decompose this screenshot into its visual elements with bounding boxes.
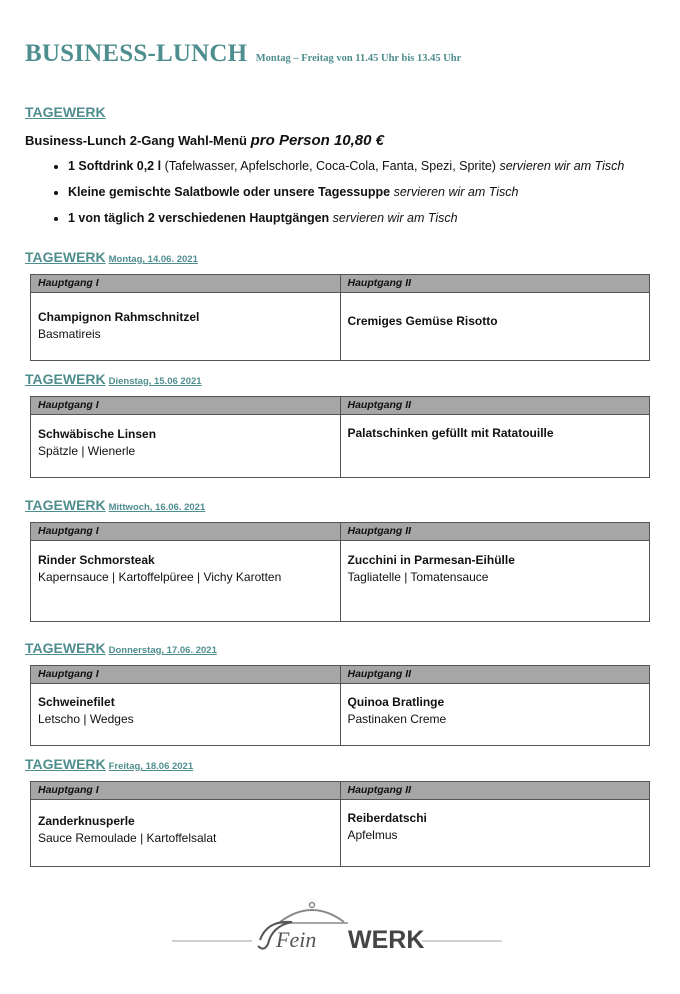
item-bold: 1 von täglich 2 verschiedenen Hauptgängen bbox=[68, 211, 330, 225]
item-note: servieren wir am Tisch bbox=[499, 159, 625, 173]
dish-name: Zanderknusperle bbox=[38, 814, 135, 828]
day-heading-friday bbox=[25, 756, 193, 774]
title-hours: Montag – Freitag von 11.45 Uhr bis 13.45 Uhr bbox=[255, 53, 462, 64]
main-course-1 bbox=[31, 415, 341, 477]
day-date: Donnerstag, 17.06. 2021 bbox=[108, 645, 217, 656]
dish-name: Zucchini in Parmesan-Eihülle bbox=[347, 553, 515, 567]
main-course-1 bbox=[31, 541, 341, 621]
day-date: Mittwoch, 16.06. 2021 bbox=[108, 502, 206, 513]
dish-sides: Sauce Remoulade | Kartoffelsalat bbox=[38, 831, 217, 845]
dish-sides: Apfelmus bbox=[347, 828, 398, 842]
item-note: servieren wir am Tisch bbox=[393, 185, 519, 199]
main-course-2 bbox=[341, 415, 650, 477]
item-bold: 1 Softdrink 0,2 l bbox=[68, 159, 162, 173]
day-heading-tuesday bbox=[25, 371, 202, 389]
day-date: Montag, 14.06. 2021 bbox=[108, 254, 198, 265]
list-item bbox=[68, 176, 680, 202]
dish-name: Palatschinken gefüllt mit Ratatouille bbox=[347, 426, 554, 440]
day-label: TAGEWERK bbox=[25, 756, 106, 772]
menu-table-tuesday bbox=[30, 396, 650, 478]
day-heading-monday bbox=[25, 249, 198, 267]
dish-sides: Basmatireis bbox=[38, 327, 101, 341]
day-label: TAGEWERK bbox=[25, 249, 106, 265]
included-items-list bbox=[48, 150, 680, 228]
logo-script: Fein bbox=[276, 927, 317, 952]
title-text: BUSINESS-LUNCH bbox=[25, 40, 248, 67]
dish-sides: Letscho | Wedges bbox=[38, 712, 134, 726]
feinwerk-logo bbox=[172, 900, 502, 960]
logo-word: WERK bbox=[348, 926, 425, 954]
day-heading-wednesday bbox=[25, 497, 205, 515]
column-header-1: Hauptgang I bbox=[31, 666, 341, 683]
dish-sides: Spätzle | Wienerle bbox=[38, 444, 136, 458]
column-header-2: Hauptgang II bbox=[347, 525, 412, 537]
list-item bbox=[68, 202, 680, 228]
main-course-2 bbox=[341, 541, 650, 621]
main-course-1 bbox=[31, 800, 341, 866]
day-date: Dienstag, 15.06 2021 bbox=[108, 376, 202, 387]
day-label: TAGEWERK bbox=[25, 497, 106, 513]
item-text: (Tafelwasser, Apfelschorle, Coca-Cola, Fanta, Spezi, Sprite) bbox=[161, 159, 500, 173]
menu-table-monday bbox=[30, 274, 650, 361]
column-header-2: Hauptgang II bbox=[347, 784, 412, 796]
column-header-1: Hauptgang I bbox=[31, 397, 341, 414]
column-header-1: Hauptgang I bbox=[31, 523, 341, 540]
day-date: Freitag, 18.06 2021 bbox=[108, 761, 194, 772]
main-course-2 bbox=[341, 293, 650, 360]
section-heading: TAGEWERK bbox=[25, 104, 106, 120]
list-item bbox=[68, 150, 680, 176]
item-note: servieren wir am Tisch bbox=[332, 211, 458, 225]
main-course-2 bbox=[341, 800, 650, 866]
day-heading-thursday bbox=[25, 640, 217, 658]
dish-name: Rinder Schmorsteak bbox=[38, 553, 155, 567]
lunch-offer bbox=[25, 132, 384, 149]
dish-sides: Kapernsauce | Kartoffelpüree | Vichy Karotten bbox=[38, 570, 282, 584]
column-header-2: Hauptgang II bbox=[347, 668, 412, 680]
main-course-1 bbox=[31, 684, 341, 745]
dish-sides: Tagliatelle | Tomatensauce bbox=[347, 570, 489, 584]
main-course-1 bbox=[31, 293, 341, 360]
menu-table-thursday bbox=[30, 665, 650, 746]
column-header-1: Hauptgang I bbox=[31, 782, 341, 799]
dish-name: Schweinefilet bbox=[38, 695, 115, 709]
column-header-2: Hauptgang II bbox=[347, 399, 412, 411]
dish-name: Cremiges Gemüse Risotto bbox=[347, 314, 498, 328]
day-label: TAGEWERK bbox=[25, 371, 106, 387]
dish-name: Schwäbische Linsen bbox=[38, 427, 157, 441]
menu-table-friday bbox=[30, 781, 650, 867]
column-header-2: Hauptgang II bbox=[347, 277, 412, 289]
lunch-label: Business-Lunch 2-Gang Wahl-Menü bbox=[25, 133, 247, 148]
dish-name: Champignon Rahmschnitzel bbox=[38, 310, 200, 324]
main-course-2 bbox=[341, 684, 650, 745]
dish-sides: Pastinaken Creme bbox=[347, 712, 447, 726]
column-header-1: Hauptgang I bbox=[31, 275, 341, 292]
menu-table-wednesday bbox=[30, 522, 650, 622]
dish-name: Reiberdatschi bbox=[347, 811, 427, 825]
item-bold: Kleine gemischte Salatbowle oder unsere Tagessuppe bbox=[68, 185, 391, 199]
page-title bbox=[25, 40, 461, 68]
dish-name: Quinoa Bratlinge bbox=[347, 695, 445, 709]
lunch-price: pro Person 10,80 € bbox=[250, 132, 385, 149]
day-label: TAGEWERK bbox=[25, 640, 106, 656]
